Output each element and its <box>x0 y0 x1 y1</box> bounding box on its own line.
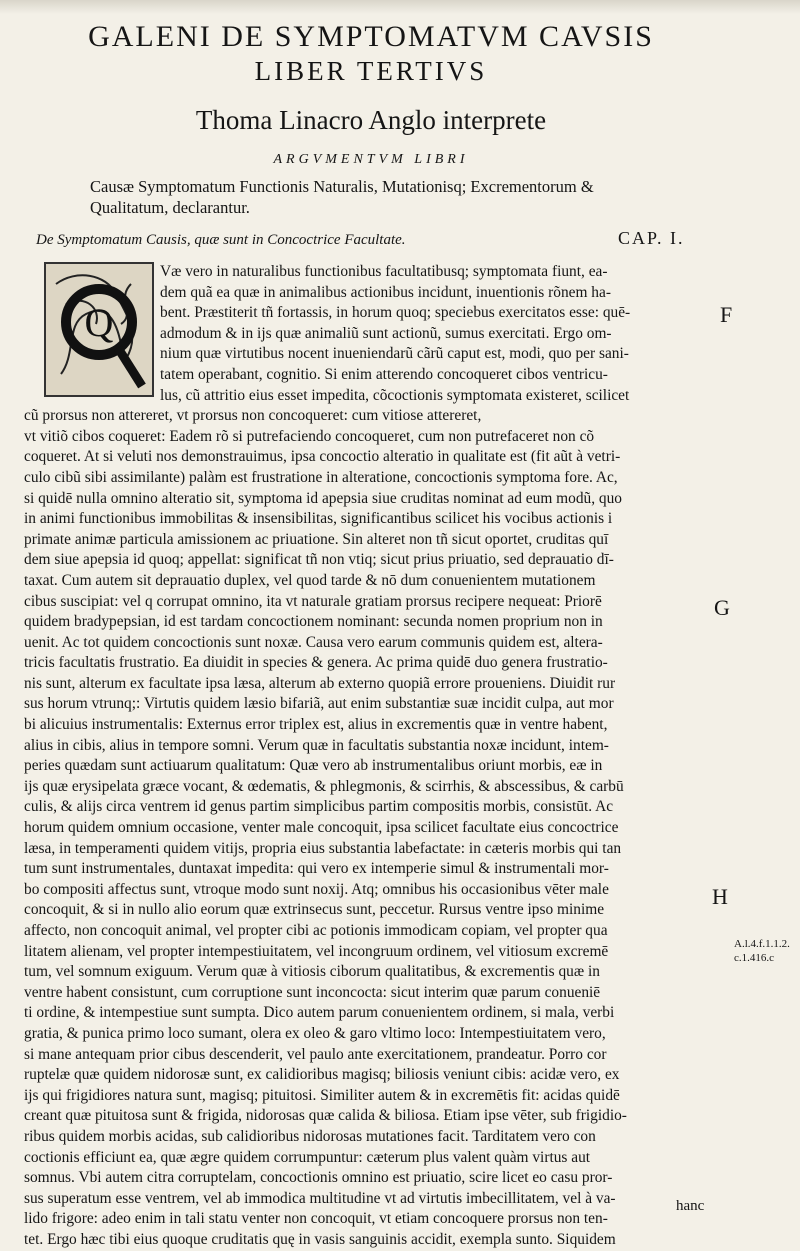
body-line: gratia, & punica primo loco sumant, olera ex oleo & garo vltimo loco: Intempestiuitatem vero, <box>24 1024 606 1042</box>
body-line: tatem operabant, cognitio. Si enim atterendo concoqueret cibos ventricu- <box>160 365 608 383</box>
body-line: si quidē nulla omnino alteratio sit, symptoma id apepsia siue cruditas nominat ad eum modũ, quo <box>24 489 622 507</box>
body-line: quidem bradypepsian, id est tardam concoctionem nominant: secunda nomen proprium non in <box>24 613 603 631</box>
body-line: horum quidem omnium occasione, venter male concoquit, ipsa scilicet facultate eius concoctrice <box>24 819 619 837</box>
body-line: cibus suscipiat: vel q corrupat omnino, ita vt naturale gratiam prorsus recipere nequeat: Priorē <box>24 592 602 610</box>
body-line: ribus quidem morbis acidas, sub calidioribus nidorosas mutationes facit. Tarditatem vero con <box>24 1127 596 1145</box>
body-line: in animi functionibus immobilitas & insensibilitas, significantibus scilicet his vocibus actionis i <box>24 510 613 528</box>
body-line: ijs quæ erysipelata græce vocant, & œdematis, & phlegmonis, & scirrhis, & abscessibus, & carbū <box>24 777 624 795</box>
body-line: taxat. Cum autem sit deprauatio duplex, vel quod tarde & nō dum conuenientem mutationem <box>24 571 596 589</box>
margin-letter-h: H <box>712 884 728 909</box>
body-line: uenit. Ac tot quidem concoctionis sunt noxæ. Causa vero earum communis quidem est, altera- <box>24 633 603 651</box>
body-line: lido frigore: adeo enim in tali statu venter non concoquit, vt etiam concoquere prorsus non ten- <box>24 1210 608 1228</box>
body-line: culis, & alijs circa ventrem id genus partim simplicibus partim compositis morbis, consistūt. Ac <box>24 798 614 816</box>
body-text <box>24 262 712 1251</box>
body-line: admodum & in ijs quæ animaliũ sunt actionũ, sumus exercitati. Ergo om- <box>160 324 612 342</box>
body-line: coctionis efficiunt ea, quæ ægre quidem corrumpuntur: cæterum plus valent quàm virtus aut <box>24 1148 591 1166</box>
body-line: nis sunt, alterum ex facultate ipsa læsa, alterum ab externo quopiã errore proueniens. Diuidit rur <box>24 674 616 692</box>
body-line: tricis facultatis frustratio. Ea diuidit in species & genera. Ac prima quidē duo genera frustratio- <box>24 654 608 672</box>
body-line: coqueret. At si veluti nos demonstrauimus, ipsa concoctio alteratio in qualitate est (fit aũt à vetri- <box>24 448 621 466</box>
body-line: ruptelæ quæ quidem nidorosæ sunt, ex calidioribus magisq; biliosis veniunt cibis: acidæ vero, ex <box>24 1066 620 1084</box>
body-line: bi alicuius instrumentalis: Externus error triplex est, alius in excrementis quæ in ventre habent, <box>24 716 608 734</box>
body-line: culo cibũ sibi assimilante) palàm est frustratione in alteratione, concoctionis symptoma fore. Ac, <box>24 468 618 486</box>
show-through-strip <box>0 0 800 14</box>
argument-text: Causæ Symptomatum Functionis Naturalis, Mutationisq; Excrementorum & Qualitatum, declarantur. <box>90 177 594 217</box>
body-line: somnus. Vbi autem citra corruptelam, concoctionis omnino est priuatio, scire licet eo casu pror- <box>24 1169 613 1187</box>
body-line: tum sunt instrumentales, duntaxat impedita: qui vero ex intemperie simul & instrumentali mor- <box>24 860 609 878</box>
body-line: vt vitiõ cibos coqueret: Eadem rõ si putrefaciendo concoqueret, cum non putrefaceret non cõ <box>24 427 595 445</box>
body-line: litatem alienam, vel propter intempestiuitatem, vel incongruum ordinem, vel vitiosum excremē <box>24 942 609 960</box>
ornament-icon <box>46 264 152 395</box>
body-line: concoquit, & si in nullo alio eorum quæ extrinsecus sunt, peccetur. Rursus ventre ipso minime <box>24 901 605 919</box>
body-line: lus, cũ attritio eius esset impedita, cõcoctionis symptomata existeret, scilicet <box>160 386 630 404</box>
body-line: bent. Præstiterit tñ fortassis, in horum quoq; speciebus exercitatos esse: quē- <box>160 304 631 322</box>
body-line: peries quædam sunt actiuarum qualitatum: Quæ vero ab instrumentalibus oriunt morbis, eæ in <box>24 757 603 775</box>
body-line: ijs qui frigidiores natura sunt, magisq; pituitosi. Similiter autem & in excremētis fit: acidas quidē <box>24 1086 620 1104</box>
body-line: læsa, in temperamenti quidem vitijs, propria eius substantia labefactate: in cæteris morbis qui tan <box>24 839 622 857</box>
decorated-initial-q <box>44 262 154 397</box>
book-title: GALENI DE SYMPTOMATVM CAVSIS <box>88 20 654 53</box>
body-line: ti ordine, & intempestiue sunt sumpta. Dico autem parum conuenientem ordinem, si mala, verbi <box>24 1004 615 1022</box>
body-line: tet. Ergo hæc tibi eius quoque cruditatis quę in vasis sanguinis accidit, exempla sunto. Siquidem <box>24 1230 616 1248</box>
margin-reference-note: A.l.4.f.1.1.2. c.1.416.c <box>734 938 790 964</box>
argument-heading: ARGVMENTVM LIBRI <box>273 152 469 167</box>
margin-letter-f: F <box>720 302 733 327</box>
body-line: alius in cibis, alius in tempore somni. Verum quæ in facultatis substantia noxæ incidunt, intem- <box>24 736 609 754</box>
body-line: Væ vero in naturalibus functionibus facultatibusq; symptomata fiunt, ea- <box>160 263 608 280</box>
body-line: bo compositi affectus sunt, vtroque modo sunt noxij. Atq; omnibus his occasionibus vēter male <box>24 880 609 898</box>
chapter-label: CAP. I. <box>618 228 685 248</box>
translator-line: Thoma Linacro Anglo interprete <box>195 105 547 135</box>
body-line: dem quã ea quæ in animalibus actionibus incidunt, inuentionis rõnem ha- <box>160 283 611 301</box>
margin-letter-g: G <box>714 595 730 620</box>
body-line: tum, vel somnum exiguum. Verum quæ à vitiosis ciborum qualitatibus, & excrementis quæ in <box>24 963 600 981</box>
body-line: nium quæ virtutibus nocent inueniendarũ cãrũ caput est, modi, quo per sani- <box>160 345 629 363</box>
body-line: primate animæ particula amissionem ac priuatione. Sin alteret non tñ sicut oportet, cruditas quī <box>24 530 609 548</box>
catchword: hanc <box>676 1198 705 1214</box>
body-line: sus horum vtrunq;: Virtutis quidem læsio bifariã, aut enim substantiæ suæ incidit culpa, aut mor <box>24 695 614 713</box>
book-subtitle: LIBER TERTIVS <box>254 56 488 86</box>
body-line: ventre habent consistunt, cum corruptione sunt inconcocta: sicut interim quæ parum conueniē <box>24 983 601 1001</box>
initial-letter: Q <box>84 300 114 345</box>
body-line: affecto, non concoquit animal, vel propter cibi ac potionis immodicam copiam, vel propter qua <box>24 922 608 939</box>
body-line: si mane antequam prior cibus descenderit, vel paulo ante exercitationem, prandeatur. Porro cor <box>24 1045 607 1063</box>
body-line: cũ prorsus non attereret, vt prorsus non concoqueret: cum vitiose attereret, <box>24 407 482 425</box>
body-line: dem siue apepsia id quoq; appellat: significat tñ non vtiq; sicut prius priuatio, sed deprauatio dī- <box>24 551 614 569</box>
body-line: sus superatum esse ventrem, vel ab immodica multitudine vt ad virtutis imbecillitatem, vel à va- <box>24 1189 616 1207</box>
chapter-title: De Symptomatum Causis, quæ sunt in Concoctrice Facultate. <box>36 232 406 248</box>
body-line: creant quæ pituitosa sunt & frigida, nidorosas quæ calida & biliosa. Etiam ipse vēter, sub frigidio- <box>24 1107 627 1125</box>
